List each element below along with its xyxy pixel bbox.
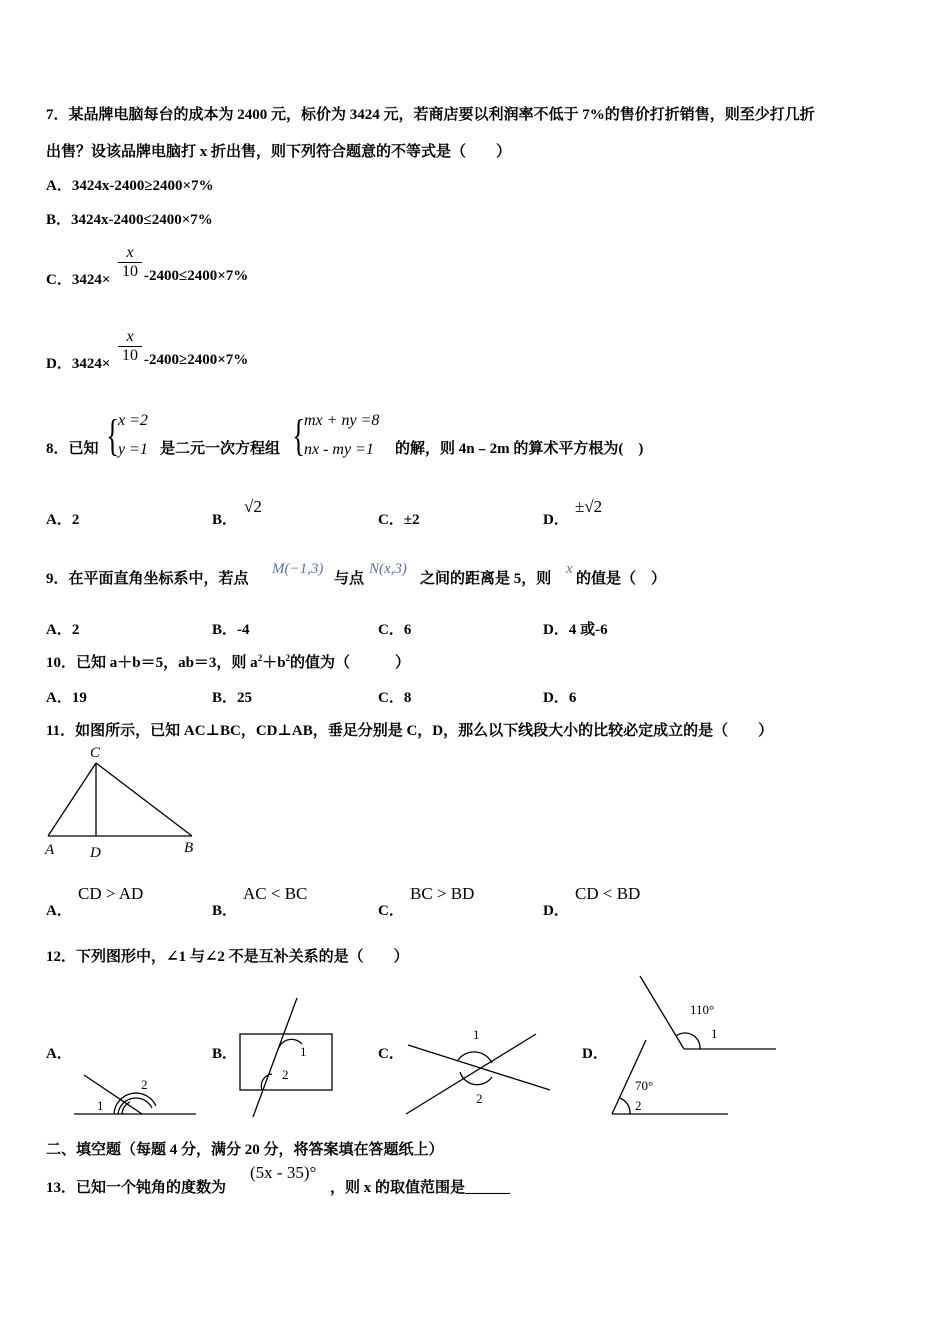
q11-label-a: A — [45, 842, 55, 858]
q9-text-part1: 9．在平面直角坐标系中，若点 — [46, 571, 249, 587]
q7-option-c-prefix: C．3424× — [46, 272, 111, 288]
q12-option-c[interactable]: C． — [378, 1046, 404, 1062]
q9-point-n: N(x,3) — [369, 561, 407, 577]
q12-d-angle2-label: 2 — [635, 1098, 642, 1113]
section-title-fill-in: 二、填空题（每题 4 分，满分 20 分，将答案填在答题纸上） — [46, 1142, 444, 1158]
q9-point-m: M(−1,3) — [272, 561, 324, 577]
q12-b-angle1-label: 1 — [300, 1044, 307, 1059]
q11-option-d[interactable]: D． — [543, 903, 569, 919]
q13-suffix: ，则 x 的取值范围是______ — [330, 1180, 511, 1196]
q12-figure-a — [74, 1075, 196, 1114]
q10-option-a[interactable]: A．19 — [46, 690, 87, 706]
q8-prefix: 8．已知 — [46, 441, 99, 457]
q9-text-part4: 的值是（ ） — [576, 571, 667, 587]
q12-d-angle-70-label: 70° — [635, 1078, 654, 1093]
q8-option-c[interactable]: C．±2 — [378, 512, 420, 528]
q12-c-angle1-label: 1 — [473, 1027, 480, 1042]
q12-c-angle2-label: 2 — [476, 1091, 483, 1106]
q9-option-c[interactable]: C．6 — [378, 622, 412, 638]
q12-option-a[interactable]: A． — [46, 1046, 72, 1062]
q11-text: 11．如图所示，已知 AC⊥BC，CD⊥AB，垂足分别是 C，D，那么以下线段大小的比较必定成立的是（ ） — [46, 723, 774, 739]
q11-option-d-value: CD < BD — [575, 884, 641, 903]
q8-suffix: 的解，则 4n﹣2m 的算术平方根为( ) — [395, 441, 644, 457]
q11-label-d: D — [90, 845, 101, 861]
q11-option-b-value: AC < BC — [243, 884, 308, 903]
q9-option-a[interactable]: A．2 — [46, 622, 80, 638]
q11-option-a-value: CD > AD — [78, 884, 144, 903]
fraction-denominator: 10 — [122, 263, 138, 280]
q12-d-angle1-label: 1 — [711, 1026, 718, 1041]
q8-option-d-value: ±√2 — [575, 497, 603, 516]
q12-text: 12．下列图形中，∠1 与∠2 不是互补关系的是（ ） — [46, 949, 409, 965]
q13-expression: (5x - 35)° — [250, 1163, 317, 1182]
q8-system2-line1: mx + ny =8 — [304, 412, 380, 429]
q13-prefix: 13．已知一个钝角的度数为 — [46, 1180, 227, 1196]
q11-option-c[interactable]: C． — [378, 903, 404, 919]
q8-option-d[interactable]: D． — [543, 512, 569, 528]
q8-option-a[interactable]: A．2 — [46, 512, 80, 528]
q8-system1-line1: x =2 — [118, 412, 148, 429]
q10-text: 10．已知 a＋b＝5，ab＝3，则 $a^2+b^2$的值为（ ） — [46, 653, 411, 671]
q11-option-c-value: BC > BD — [410, 884, 475, 903]
q7-option-d-prefix: D．3424× — [46, 356, 111, 372]
q10-option-d[interactable]: D．6 — [543, 690, 577, 706]
q10-option-b[interactable]: B．25 — [212, 690, 253, 706]
q11-label-c: C — [90, 745, 101, 761]
q9-option-b[interactable]: B．-4 — [212, 622, 250, 638]
q9-option-d[interactable]: D．4 或-6 — [543, 622, 608, 638]
q8-system2-line2: nx - my =1 — [304, 441, 374, 458]
q12-option-d[interactable]: D． — [582, 1046, 608, 1062]
q11-option-b[interactable]: B． — [212, 903, 238, 919]
q10-option-c[interactable]: C．8 — [378, 690, 412, 706]
q11-label-b: B — [184, 840, 194, 856]
q12-option-b[interactable]: B． — [212, 1046, 238, 1062]
fraction-numerator: x — [126, 328, 134, 345]
q7-option-d-suffix: -2400≥2400×7% — [144, 352, 249, 368]
q12-a-angle2-label: 2 — [141, 1077, 148, 1092]
q8-middle: 是二元一次方程组 — [160, 441, 281, 457]
q8-option-b-value: √2 — [244, 497, 262, 516]
q8-option-b[interactable]: B． — [212, 512, 238, 528]
q7-line1: 7．某品牌电脑每台的成本为 2400 元，标价为 3424 元，若商店要以利润率不低于 7%的售价打折销售，则至少打几折 — [46, 107, 815, 123]
q7-option-b[interactable]: B．3424x-2400≤2400×7% — [46, 212, 213, 228]
q9-variable-x: x — [566, 561, 573, 577]
q11-option-a[interactable]: A． — [46, 903, 72, 919]
system-brace-icon: { — [106, 411, 119, 460]
q12-b-angle2-label: 2 — [282, 1067, 289, 1082]
q12-a-angle1-label: 1 — [97, 1098, 104, 1113]
q12-figure-b — [240, 998, 332, 1117]
q12-d-angle-110-label: 110° — [690, 1002, 715, 1017]
fraction-numerator: x — [126, 244, 134, 261]
fraction-denominator: 10 — [122, 347, 138, 364]
q7-option-a[interactable]: A．3424x-2400≥2400×7% — [46, 178, 214, 194]
q7-line2: 出售？设该品牌电脑打 x 折出售，则下列符合题意的不等式是（ ） — [46, 144, 512, 160]
q9-text-part2: 与点 — [334, 571, 365, 587]
q9-text-part3: 之间的距离是 5，则 — [420, 571, 552, 587]
q7-option-c-suffix: -2400≤2400×7% — [144, 268, 249, 284]
q8-system1-line2: y =1 — [118, 441, 148, 458]
system-brace-icon: { — [292, 411, 305, 460]
